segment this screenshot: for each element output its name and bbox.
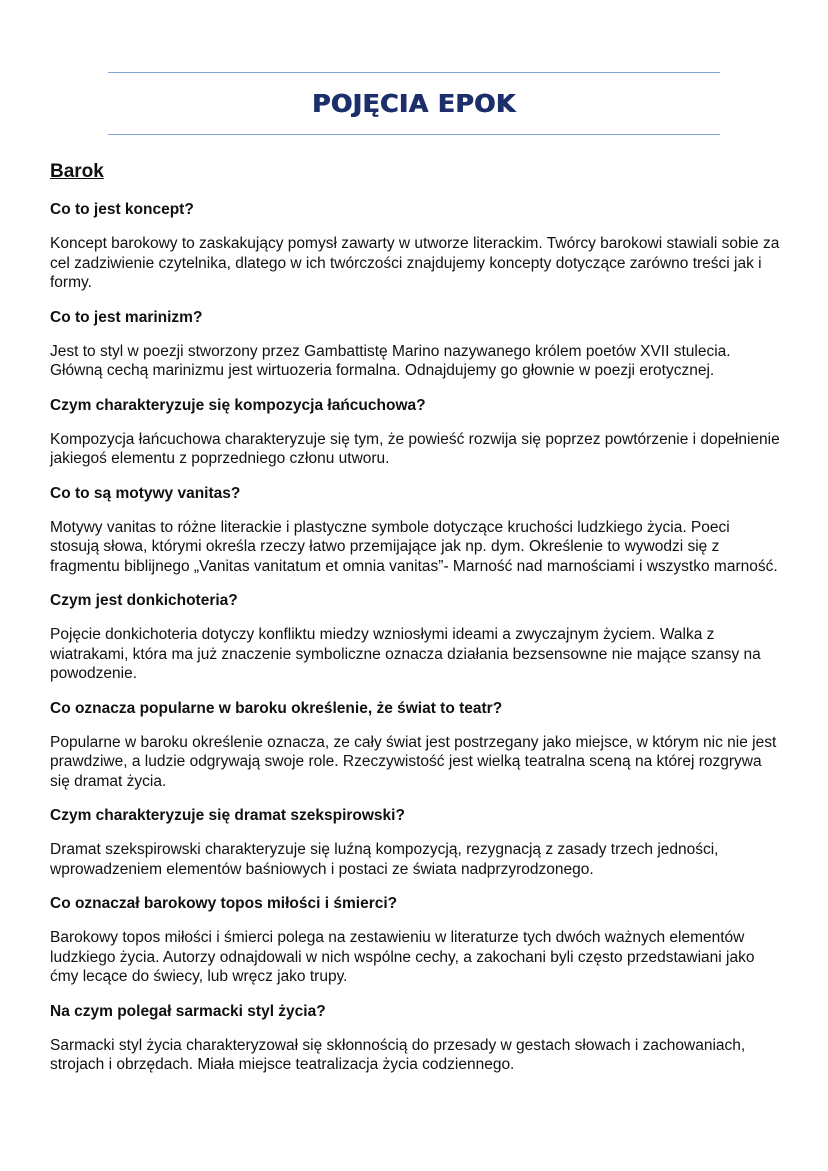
question-motywy-vanitas: Co to są motywy vanitas?	[50, 484, 241, 502]
section-heading: Barok	[50, 161, 104, 182]
question-dramat-szekspirowski: Czym charakteryzuje się dramat szekspirowski?	[50, 807, 405, 824]
answer-swiat-teatr: Popularne w baroku określenie oznacza, ze cały świat jest postrzegany jako miejsce, w którym nic nie jest prawdziwe, a ludzie odgrywają swoje role. Rzeczywistość jest wielką teatralna sceną na której rozgrywa się dramat życia.	[50, 733, 777, 790]
answer-motywy-vanitas: Motywy vanitas to różne literackie i plastyczne symbole dotyczące kruchości ludzkiego życia. Poeci stosują słowa, którymi określa rzeczy łatwo przemijające jak np. dym. Określenie to wywodzi się z fragmentu biblijnego „Vanitas vanitatum et omnia vanitas”- Marność nad marnościami i wszystko marność.	[50, 518, 778, 575]
question-topos-milosci-smierci: Co oznaczał barokowy topos miłości i śmierci?	[50, 895, 398, 912]
title-top-rule	[108, 72, 720, 73]
answer-marinizm: Jest to styl w poezji stworzony przez Gambattistę Marino nazywanego królem poetów XVII stulecia. Główną cechą marinizmu jest wirtuozeria formalna. Odnajdujemy go głownie w poezji erotycznej.	[50, 342, 731, 379]
answer-dramat-szekspirowski: Dramat szekspirowski charakteryzuje się luźną kompozycją, rezygnacją z zasady trzech jedności, wprowadzeniem elementów baśniowych i postaci ze świata nadprzyrodzonego.	[50, 841, 719, 878]
title-bottom-rule	[108, 134, 720, 135]
page-title: POJĘCIA EPOK	[312, 89, 516, 118]
answer-sarmacki-styl: Sarmacki styl życia charakteryzował się skłonnością do przesady w gestach słowach i zachowaniach, strojach i obrzędach. Miała miejsce teatralizacja życia codziennego.	[50, 1036, 746, 1073]
question-sarmacki-styl: Na czym polegał sarmacki styl życia?	[50, 1002, 326, 1020]
content-area	[50, 158, 780, 1090]
answer-topos-milosci-smierci: Barokowy topos miłości i śmierci polega na zestawieniu w literaturze tych dwóch ważnych elementów ludzkiego życia. Autorzy odnajdowali w nich wspólne cechy, a zakochani byli często przedstawiani jako ćmy lecące do świecy, lub wręcz jako trupy.	[50, 929, 755, 985]
question-swiat-teatr: Co oznacza popularne w baroku określenie, że świat to teatr?	[50, 699, 503, 717]
question-kompozycja-lancuchowa: Czym charakteryzuje się kompozycja łańcuchowa?	[50, 396, 426, 414]
answer-kompozycja-lancuchowa: Kompozycja łańcuchowa charakteryzuje się tym, że powieść rozwija się poprzez powtórzenie i dopełnienie jakiegoś elementu z poprzedniego członu utworu.	[50, 430, 780, 467]
question-donkichoteria: Czym jest donkichoteria?	[50, 592, 238, 609]
question-marinizm: Co to jest marinizm?	[50, 308, 203, 326]
answer-donkichoteria: Pojęcie donkichoteria dotyczy konfliktu miedzy wzniosłymi ideami a zwyczajnym życiem. Walka z wiatrakami, która ma już znaczenie symboliczne oznacza działania bezsensowne nie mające szansy na powodzenie.	[50, 626, 761, 682]
answer-koncept: Koncept barokowy to zaskakujący pomysł zawarty w utworze literackim. Twórcy barokowi stawiali sobie za cel zadziwienie czytelnika, dlatego w ich twórczości znajdujemy koncepty dotyczące zarówno treści jak i formy.	[50, 235, 780, 291]
question-koncept: Co to jest koncept?	[50, 201, 194, 218]
